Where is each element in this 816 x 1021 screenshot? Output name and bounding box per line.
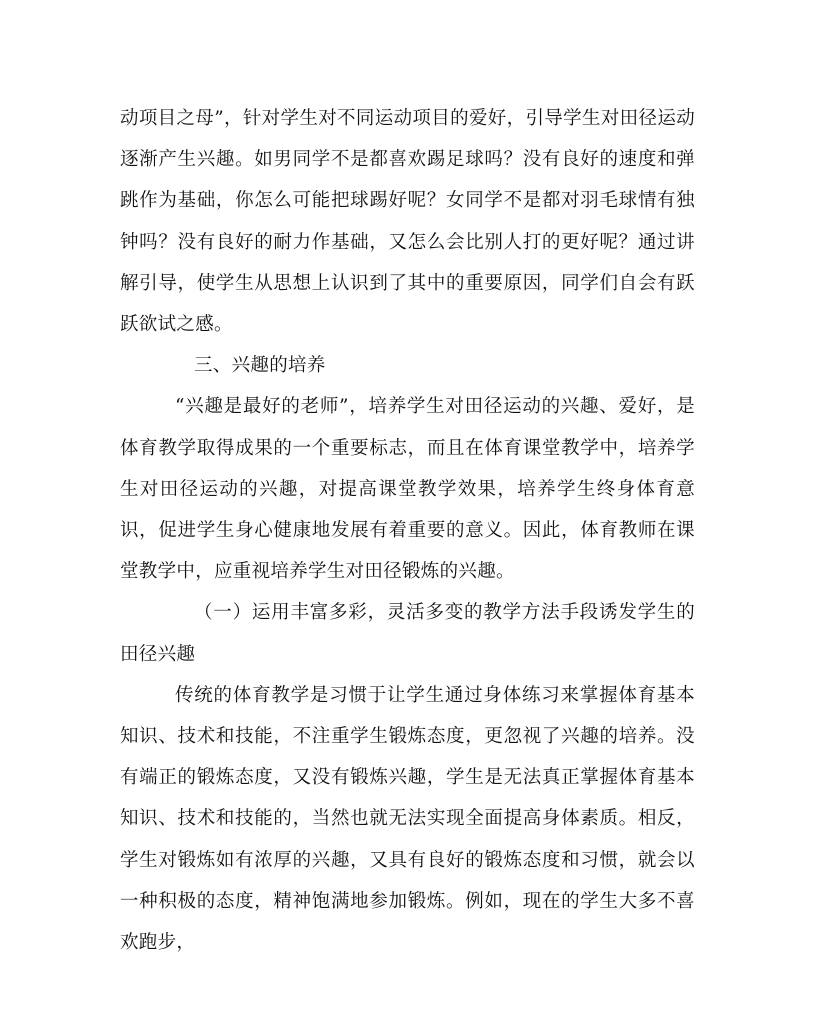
section-heading-interest-cultivation: 三、兴趣的培养 xyxy=(194,355,326,377)
paragraph-interest-importance: “兴趣是最好的老师”，培养学生对田径运动的兴趣、爱好，是体育教学取得成果的一个重要标志，而且在体育课堂教学中，培养学生对田径运动的兴趣，对提高课堂教学效果，培养学生终身体育意识，促进学生身心健康地发展有着重要的意义。因此，体育教师在课堂教学中，应重视培养学生对田径锻炼的兴趣。 xyxy=(120,396,695,583)
sub-heading-teaching-methods: （一）运用丰富多彩，灵活多变的教学方法手段诱发学生的田径兴趣 xyxy=(120,602,695,665)
paragraph-continuation: 动项目之母”，针对学生对不同运动项目的爱好，引导学生对田径运动逐渐产生兴趣。如男同学不是都喜欢踢足球吗？没有良好的速度和弹跳作为基础，你怎么可能把球踢好呢？女同学不是都对羽毛球情有独钟吗？没有良好的耐力作基础，又怎么会比别人打的更好呢？通过讲解引导，使学生从思想上认识到了其中的重要原因，同学们自会有跃跃欲试之感。 xyxy=(120,108,695,336)
document-body xyxy=(120,98,695,963)
paragraph-traditional-teaching: 传统的体育教学是习惯于让学生通过身体练习来掌握体育基本知识、技术和技能，不注重学生锻炼态度，更忽视了兴趣的培养。没有端正的锻炼态度，又没有锻炼兴趣，学生是无法真正掌握体育基本知识、技术和技能的，当然也就无法实现全面提高身体素质。相反，学生对锻炼如有浓厚的兴趣，又具有良好的锻炼态度和习惯，就会以一种积极的态度，精神饱满地参加锻炼。例如，现在的学生大多不喜欢跑步， xyxy=(120,684,695,954)
